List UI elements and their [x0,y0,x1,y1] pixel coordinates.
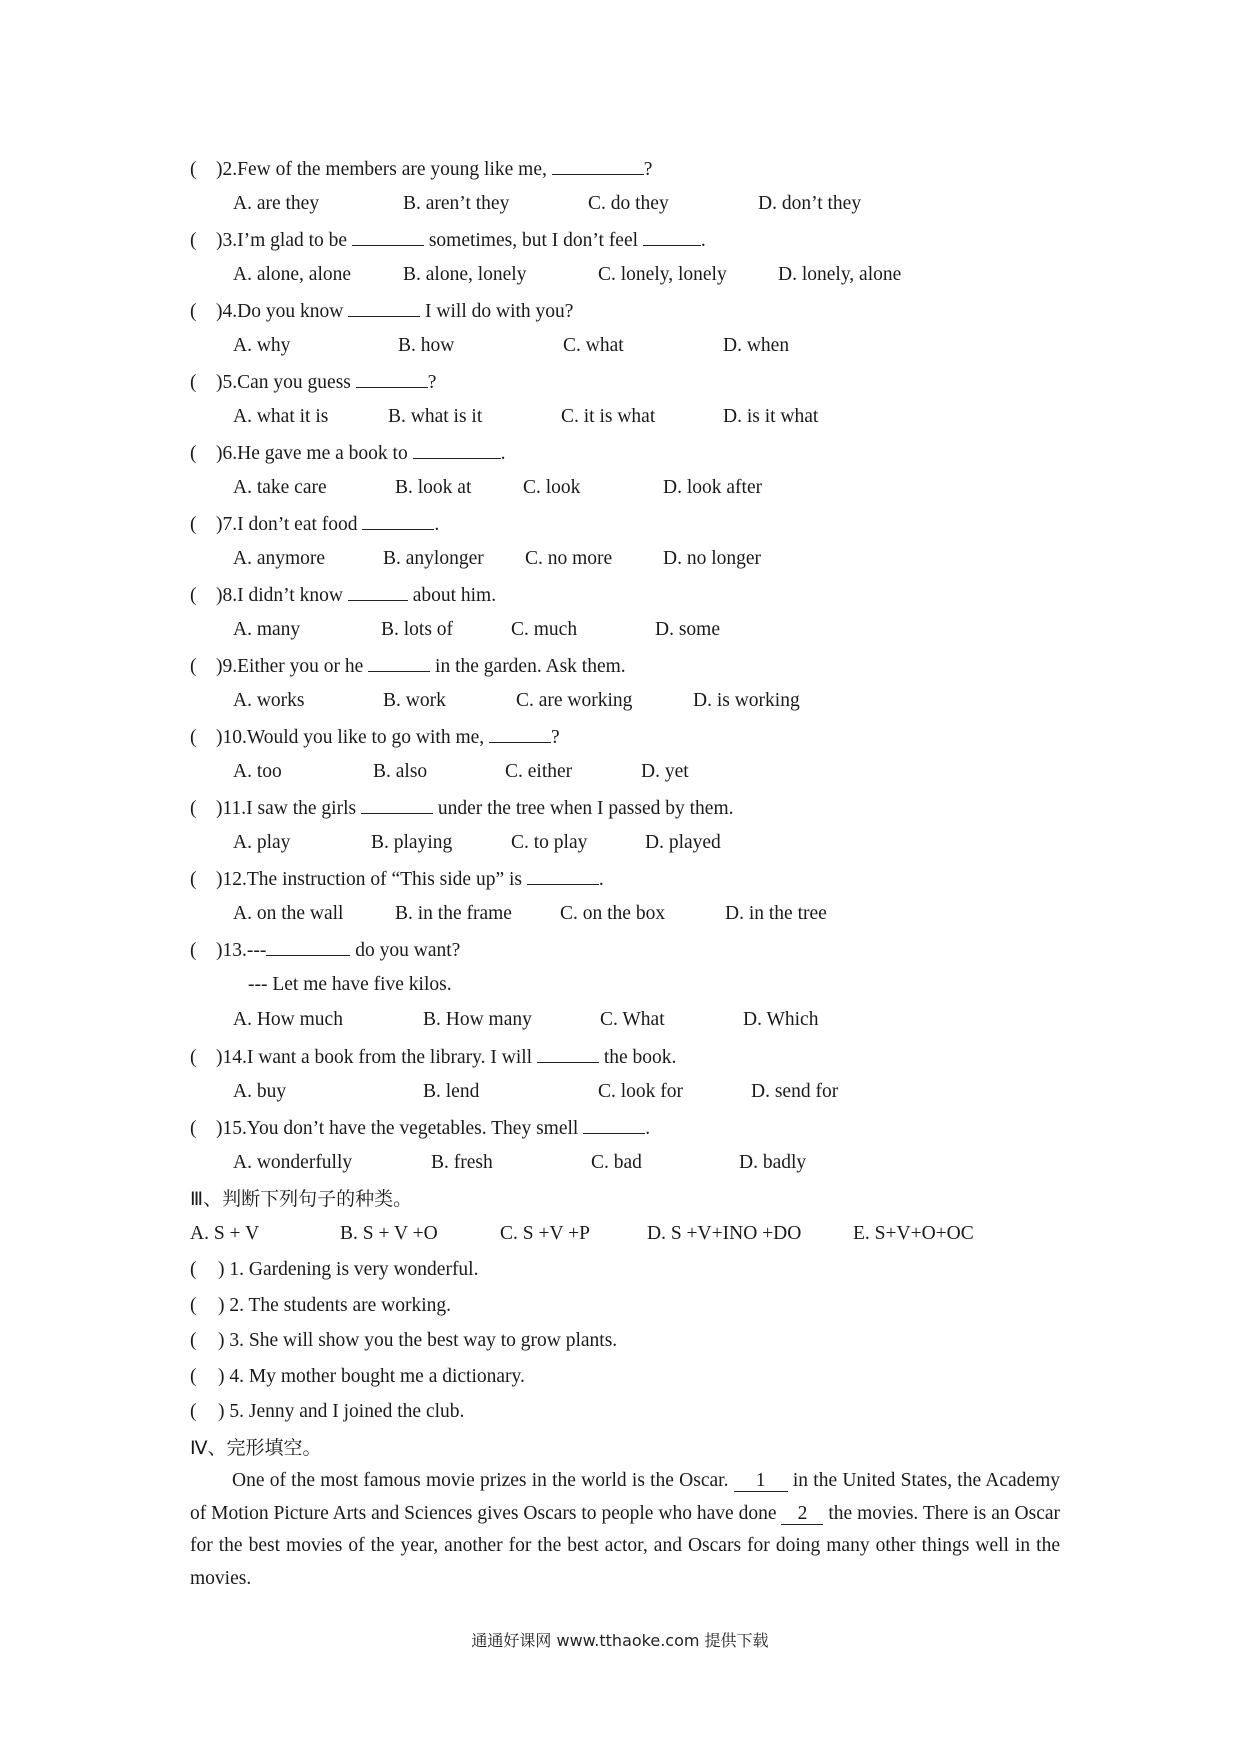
answer-parenthesis[interactable]: ( [190,1118,197,1139]
sentence-types-row [190,1222,1070,1246]
option-a[interactable]: A. buy [233,1081,287,1102]
answer-blank[interactable] [266,937,350,956]
option-a[interactable]: A. too [233,761,282,782]
question-number: )4. [216,301,238,322]
question-stem [190,1044,676,1070]
sentence-type: C. S +V +P [500,1223,590,1244]
answer-parenthesis[interactable]: ( [190,372,197,393]
question-text: under the tree when I passed by them. [432,798,734,819]
options-row [233,760,1070,784]
option-d[interactable]: D. yet [641,761,689,782]
option-d[interactable]: D. is working [693,690,800,711]
options-row [233,192,1070,216]
judge-item [190,1294,451,1318]
question-text: He gave me a book to [237,443,413,464]
option-b[interactable]: B. lots of [381,619,454,640]
answer-parenthesis[interactable]: ( [190,1330,197,1351]
answer-parenthesis[interactable]: ( [190,1294,197,1316]
question-text: . [645,1118,651,1139]
question-text: I don’t eat food [237,514,363,535]
question-text: the book. [598,1047,677,1068]
option-a[interactable]: A. wonderfully [233,1152,353,1173]
question-text: sometimes, but I don’t feel [423,230,643,251]
closing-paren: ) [218,1259,230,1280]
question-text: about him. [407,585,497,606]
question-text: Would you like to go with me, [246,727,490,748]
option-d[interactable]: D. some [655,619,720,640]
passage-text: in the United States, the Academy of Motion Picture Arts and Sciences gives Oscars to people who have done [190,1470,1060,1524]
option-d[interactable]: D. lonely, alone [778,264,902,285]
option-a[interactable]: A. take care [233,477,327,498]
section-title: Ⅲ、判断下列句子的种类。 [190,1188,413,1210]
option-b[interactable]: B. look at [395,477,472,498]
options-row [233,1151,1070,1175]
page-footer: 通通好课网 www.tthaoke.com 提供下载 [471,1631,769,1650]
question-text: . [500,443,506,464]
question-stem [190,227,706,253]
options-row [233,476,1070,500]
question-stem [190,511,439,537]
option-d[interactable]: D. in the tree [725,903,827,924]
question-number: )11. [216,798,247,819]
option-c[interactable]: C. much [511,619,578,640]
answer-parenthesis[interactable]: ( [190,656,197,677]
option-c[interactable]: C. lonely, lonely [598,264,727,285]
option-a[interactable]: A. many [233,619,301,640]
answer-parenthesis[interactable]: ( [190,514,197,535]
option-b[interactable]: B. anylonger [383,548,484,569]
options-row [233,831,1070,855]
closing-paren: ) [218,1401,230,1422]
option-d[interactable]: D. send for [751,1081,839,1102]
question-text: I want a book from the library. I will [246,1047,537,1068]
question-text: . [434,514,440,535]
question-number: )5. [216,372,238,393]
dialogue-reply: --- Let me have five kilos. [248,974,452,995]
option-c[interactable]: C. What [600,1009,665,1030]
question-text: . [598,869,604,890]
answer-blank[interactable] [413,440,501,459]
question-text: Can you guess [237,372,356,393]
answer-parenthesis[interactable]: ( [190,727,197,748]
judge-item [190,1258,478,1282]
option-b[interactable]: B. how [398,335,455,356]
question-number: )10. [216,727,247,748]
option-b[interactable]: B. How many [423,1009,532,1030]
question-stem [190,795,734,821]
option-a[interactable]: A. what it is [233,406,329,427]
answer-parenthesis[interactable]: ( [190,443,197,464]
answer-blank[interactable] [583,1115,645,1134]
sentence-type: E. S+V+O+OC [853,1223,974,1244]
question-text: do you want? [350,940,461,961]
question-stem [190,866,604,892]
answer-blank[interactable] [489,724,551,743]
answer-parenthesis[interactable]: ( [190,585,197,606]
option-d[interactable]: D. Which [743,1009,819,1030]
option-a[interactable]: A. How much [233,1009,343,1030]
options-row [233,618,1070,642]
option-c[interactable]: C. to play [511,832,588,853]
question-text: in the garden. Ask them. [430,656,626,677]
answer-blank[interactable] [537,1044,599,1063]
question-number: )13. [216,940,247,961]
question-text: Few of the members are young like me, [237,159,552,180]
answer-parenthesis[interactable]: ( [190,159,197,180]
judge-item [190,1400,464,1424]
question-stem [190,369,436,395]
sentence-type: B. S + V +O [340,1223,438,1244]
question-number: )7. [216,514,238,535]
options-row [233,689,1070,713]
answer-blank[interactable] [552,156,644,175]
question-stem [190,156,652,182]
options-row [233,334,1070,358]
answer-blank[interactable] [356,369,428,388]
answer-parenthesis[interactable]: ( [190,940,197,961]
judge-item [190,1365,525,1389]
closing-paren: ) [218,1294,230,1316]
option-a[interactable]: A. on the wall [233,903,344,924]
answer-blank[interactable] [368,653,430,672]
judge-item-text: 1. Gardening is very wonderful. [229,1259,479,1280]
question-text: The instruction of “This side up” is [246,869,527,890]
option-b[interactable]: B. playing [371,832,453,853]
option-c[interactable]: C. look [523,477,581,498]
question-text: ? [551,727,560,748]
answer-parenthesis[interactable]: ( [190,869,197,890]
options-row [233,1080,1070,1104]
option-c[interactable]: C. bad [591,1152,642,1173]
question-text: I saw the girls [246,798,361,819]
answer-blank[interactable] [643,227,701,246]
option-d[interactable]: D. badly [739,1152,807,1173]
option-a[interactable]: A. are they [233,193,320,214]
option-c[interactable]: C. what [563,335,624,356]
option-a[interactable]: A. anymore [233,548,326,569]
cloze-blank[interactable]: 2 [781,1504,823,1525]
question-stem [190,653,626,679]
question-number: )15. [216,1118,247,1139]
judge-item-text: 4. My mother bought me a dictionary. [229,1365,525,1387]
question-text: I didn’t know [237,585,348,606]
question-text: . [700,230,706,251]
cloze-passage [190,1465,1060,1595]
option-b[interactable]: B. aren’t they [403,193,510,214]
option-c[interactable]: C. on the box [560,903,666,924]
option-d[interactable]: D. look after [663,477,763,498]
question-number: )12. [216,869,247,890]
option-c[interactable]: C. either [505,761,573,782]
option-c[interactable]: C. it is what [561,406,656,427]
answer-blank[interactable] [527,866,599,885]
sentence-type: D. S +V+INO +DO [647,1223,802,1244]
question-stem [190,724,560,750]
closing-paren: ) [218,1365,230,1387]
question-text: ? [643,159,653,180]
option-b[interactable]: B. what is it [388,406,483,427]
answer-parenthesis[interactable]: ( [190,1047,197,1068]
option-b[interactable]: B. alone, lonely [403,264,527,285]
question-number: )8. [216,585,238,606]
question-text: --- [246,940,267,961]
option-d[interactable]: D. is it what [723,406,819,427]
sentence-type: A. S + V [190,1223,260,1244]
answer-blank[interactable] [361,795,433,814]
question-text: Do you know [237,301,349,322]
judge-item [190,1329,617,1353]
answer-blank[interactable] [362,511,434,530]
cloze-blank[interactable]: 1 [734,1471,788,1492]
answer-blank[interactable] [348,582,408,601]
option-b[interactable]: B. in the frame [395,903,512,924]
judge-item-text: 3. She will show you the best way to grow plants. [229,1330,618,1351]
option-b[interactable]: B. also [373,761,428,782]
question-text: I will do with you? [420,301,574,322]
option-a[interactable]: A. alone, alone [233,264,352,285]
answer-parenthesis[interactable]: ( [190,1365,197,1387]
question-text: You don’t have the vegetables. They smell [246,1118,584,1139]
option-a[interactable]: A. works [233,690,305,711]
option-d[interactable]: D. don’t they [758,193,862,214]
option-a[interactable]: A. why [233,335,291,356]
question-stem [190,582,496,608]
options-row [233,902,1070,926]
question-stem [190,1115,650,1141]
option-c[interactable]: C. look for [598,1081,684,1102]
option-c[interactable]: C. no more [525,548,613,569]
option-a[interactable]: A. play [233,832,291,853]
question-number: )9. [216,656,238,677]
passage-text: the movies. There is an Oscar for the best movies of the year, another for the best actor, and Oscars for doing many other things well in the movies. [190,1502,1060,1589]
judge-item-text: 2. The students are working. [229,1294,452,1316]
answer-parenthesis[interactable]: ( [190,1401,197,1422]
question-number: )3. [216,230,238,251]
option-d[interactable]: D. played [645,832,721,853]
section-title: Ⅳ、完形填空。 [190,1437,322,1459]
judge-item-text: 5. Jenny and I joined the club. [229,1401,465,1422]
options-row [233,263,1070,287]
answer-parenthesis[interactable]: ( [190,301,197,322]
passage-text: One of the most famous movie prizes in the world is the Oscar. [232,1470,734,1491]
question-stem [190,440,505,466]
closing-paren: ) [218,1330,230,1351]
question-number: )14. [216,1047,247,1068]
options-row [233,405,1070,429]
answer-blank[interactable] [352,227,424,246]
question-number: )2. [216,159,238,180]
question-stem [190,937,460,963]
question-number: )6. [216,443,238,464]
question-stem [190,298,573,324]
option-d[interactable]: D. when [723,335,790,356]
option-b[interactable]: B. lend [423,1081,480,1102]
answer-parenthesis[interactable]: ( [190,798,197,819]
question-text: I’m glad to be [237,230,352,251]
options-row [233,1008,1070,1032]
option-d[interactable]: D. no longer [663,548,762,569]
answer-blank[interactable] [348,298,420,317]
option-b[interactable]: B. fresh [431,1152,493,1173]
question-text: Either you or he [237,656,369,677]
answer-parenthesis[interactable]: ( [190,1259,197,1280]
options-row [233,547,1070,571]
answer-parenthesis[interactable]: ( [190,230,197,251]
option-b[interactable]: B. work [383,690,446,711]
option-c[interactable]: C. do they [588,193,669,214]
question-text: ? [427,372,437,393]
option-c[interactable]: C. are working [516,690,633,711]
